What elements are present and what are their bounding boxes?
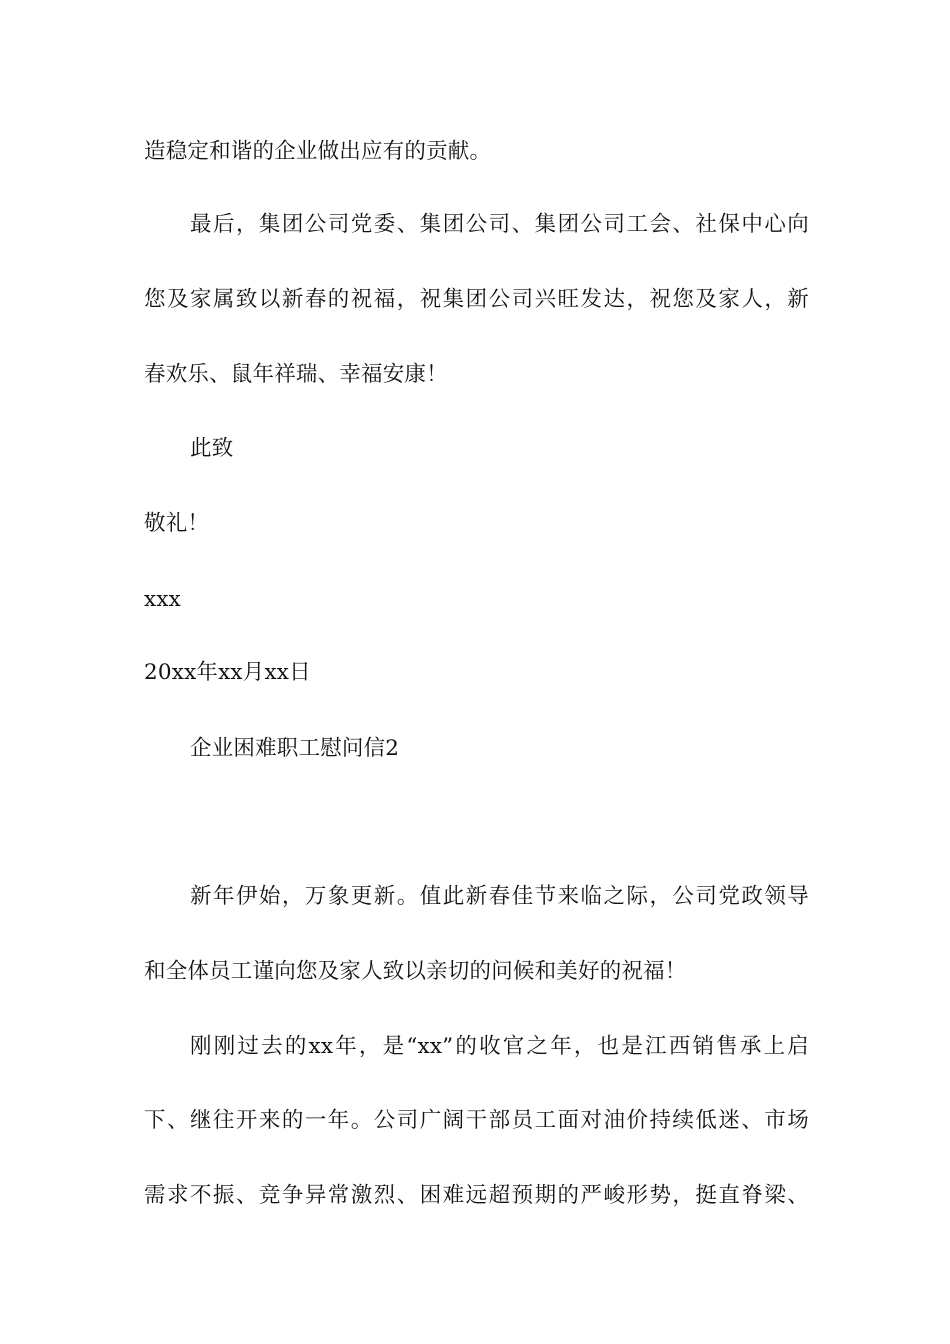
paragraph-line: 最后，集团公司党委、集团公司、集团公司工会、社保中心向 (190, 212, 809, 237)
paragraph-line: 下、继往开来的一年。公司广阔干部员工面对油价持续低迷、市场 (144, 1108, 809, 1133)
paragraph-line: 春欢乐、鼠年祥瑞、幸福安康！ (144, 362, 448, 387)
paragraph-line: 新年伊始，万象更新。值此新春佳节来临之际，公司党政领导 (190, 884, 809, 909)
closing-salutation: 此致 (190, 436, 234, 461)
closing-regards: 敬礼！ (144, 511, 210, 536)
paragraph-line: 刚刚过去的xx年，是“xx”的收官之年，也是江西销售承上启 (190, 1034, 809, 1059)
paragraph-line: 需求不振、竞争异常激烈、困难远超预期的严峻形势，挺直脊梁、 (144, 1183, 809, 1208)
signature-name: xxx (144, 587, 181, 612)
paragraph-line: 和全体员工谨向您及家人致以亲切的问候和美好的祝福！ (144, 959, 687, 984)
paragraph-line: 您及家属致以新春的祝福，祝集团公司兴旺发达，祝您及家人，新 (144, 287, 809, 312)
section-title: 企业困难职工慰问信2 (190, 736, 400, 761)
signature-date: 20xx年xx月xx日 (144, 660, 311, 685)
paragraph-line: 造稳定和谐的企业做出应有的贡献。 (144, 139, 492, 164)
